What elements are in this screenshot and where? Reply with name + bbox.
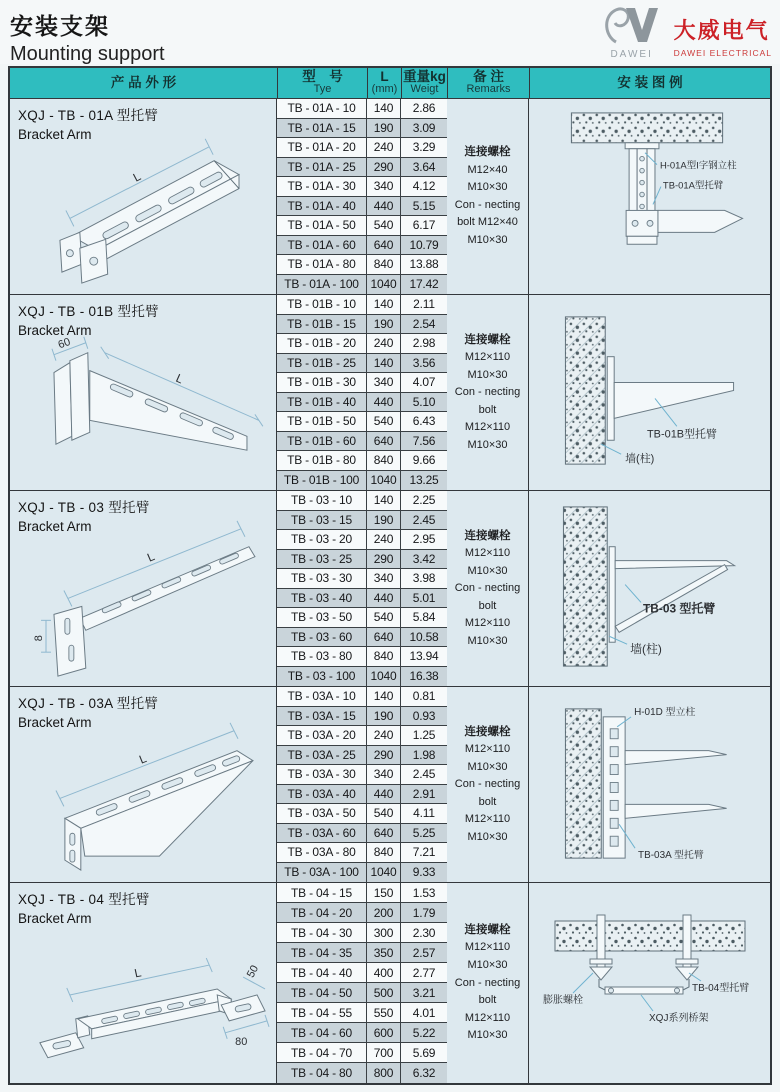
remarks-cell — [447, 883, 529, 1083]
table-header-row — [10, 68, 770, 99]
spec-grid — [277, 295, 447, 490]
spec-weight-cell: 7.56 — [401, 432, 447, 452]
spec-weight-cell: 2.25 — [401, 491, 447, 511]
spec-weight-cell: 5.22 — [401, 1023, 447, 1043]
spec-weight-cell: 2.57 — [401, 943, 447, 963]
spec-length-cell: 200 — [367, 903, 401, 923]
header-model-en: Tye — [313, 83, 332, 96]
spec-model-cell: TB - 03 - 15 — [277, 511, 367, 531]
installation-drawing — [529, 687, 770, 882]
spec-model-cell: TB - 04 - 30 — [277, 923, 367, 943]
spec-weight-cell: 6.43 — [401, 412, 447, 432]
product-cell — [10, 491, 277, 686]
spec-model-cell: TB - 04 - 55 — [277, 1003, 367, 1023]
remark-line: bolt — [478, 403, 497, 416]
spec-length-cell: 340 — [367, 765, 401, 785]
spec-weight-cell: 7.21 — [401, 843, 447, 863]
spec-weight-cell: 4.11 — [401, 804, 447, 824]
spec-model-cell: TB - 04 - 80 — [277, 1063, 367, 1083]
spec-length-cell: 440 — [367, 393, 401, 413]
spec-length-cell: 290 — [367, 746, 401, 766]
spec-weight-cell: 3.42 — [401, 550, 447, 570]
spec-length-cell: 140 — [367, 354, 401, 374]
spec-model-cell: TB - 03A - 100 — [277, 863, 367, 883]
brand-names — [674, 4, 772, 58]
logo-text: DAWEI — [610, 49, 653, 60]
spec-length-cell: 240 — [367, 726, 401, 746]
spec-weight-cell: 2.86 — [401, 99, 447, 119]
remark-line: M12×110 — [464, 350, 511, 363]
spec-weight-cell: 13.25 — [401, 471, 447, 491]
dim-80: 80 — [235, 1035, 248, 1048]
remark-line: M12×110 — [464, 742, 511, 755]
spec-length-cell: 840 — [367, 255, 401, 275]
spec-model-cell: TB - 04 - 20 — [277, 903, 367, 923]
spec-length-cell: 540 — [367, 216, 401, 236]
spec-model-cell: TB - 03A - 50 — [277, 804, 367, 824]
remark-line: bolt M12×40 — [457, 216, 518, 229]
spec-weight-cell: 3.21 — [401, 983, 447, 1003]
section-tb-01b — [10, 295, 770, 491]
remark-line: M10×30 — [467, 634, 508, 647]
spec-weight-cell: 17.42 — [401, 275, 447, 295]
spec-length-cell: 150 — [367, 883, 401, 903]
spec-weight-cell: 2.91 — [401, 785, 447, 805]
spec-weight-cell: 0.81 — [401, 687, 447, 707]
spec-weight-cell: 6.17 — [401, 216, 447, 236]
installation-drawing — [529, 99, 770, 294]
header-illustration — [529, 68, 770, 98]
remark-line: M10×30 — [467, 760, 508, 773]
product-title-cn: XQJ - TB - 01B 型托臂 — [18, 304, 159, 319]
header-product — [10, 68, 277, 98]
spec-model-cell: TB - 01A - 15 — [277, 119, 367, 139]
title-block — [10, 8, 165, 66]
spec-length-cell: 240 — [367, 138, 401, 158]
spec-grid — [277, 99, 447, 294]
remark-line: M10×30 — [467, 438, 508, 451]
spec-grid — [277, 491, 447, 686]
remarks-title: 连接螺栓 — [464, 333, 511, 346]
remark-line: Con - necting — [454, 976, 521, 989]
remark-line: M12×110 — [464, 617, 511, 630]
spec-model-cell: TB - 03A - 20 — [277, 726, 367, 746]
spec-model-cell: TB - 01A - 20 — [277, 138, 367, 158]
remarks-title: 连接螺栓 — [464, 146, 511, 159]
product-cell — [10, 883, 277, 1083]
header-remarks-en: Remarks — [466, 83, 511, 96]
spec-model-cell: TB - 04 - 35 — [277, 943, 367, 963]
spec-length-cell: 550 — [367, 1003, 401, 1023]
dim-50: 50 — [244, 963, 262, 980]
remark-line: M10×30 — [467, 368, 508, 381]
spec-model-cell: TB - 03A - 25 — [277, 746, 367, 766]
remarks-title: 连接螺栓 — [464, 924, 511, 937]
catalog-table — [8, 66, 772, 1085]
remark-line: M10×30 — [467, 1029, 508, 1042]
remark-line: M10×30 — [467, 234, 508, 247]
remarks-cell — [447, 99, 529, 294]
section-tb-04 — [10, 883, 770, 1083]
header-model — [277, 68, 367, 98]
product-cell — [10, 295, 277, 490]
dim-60: 60 — [56, 335, 73, 352]
spec-length-cell: 140 — [367, 491, 401, 511]
remark-line: bolt — [478, 994, 497, 1007]
install-label-column: H-01A型I字钢立柱 — [659, 160, 737, 172]
spec-model-cell: TB - 03 - 40 — [277, 589, 367, 609]
brand-block — [600, 4, 772, 60]
spec-length-cell: 800 — [367, 1063, 401, 1083]
spec-length-cell: 440 — [367, 197, 401, 217]
spec-length-cell: 400 — [367, 963, 401, 983]
spec-model-cell: TB - 03 - 60 — [277, 628, 367, 648]
install-label-arm: TB-01B型托臂 — [647, 428, 717, 441]
spec-weight-cell: 5.25 — [401, 824, 447, 844]
spec-length-cell: 840 — [367, 647, 401, 667]
spec-weight-cell: 13.94 — [401, 647, 447, 667]
spec-length-cell: 640 — [367, 236, 401, 256]
spec-length-cell: 840 — [367, 843, 401, 863]
header-illustration-label: 安 装 图 例 — [617, 74, 683, 90]
spec-model-cell: TB - 04 - 40 — [277, 963, 367, 983]
spec-length-cell: 1040 — [367, 667, 401, 687]
installation-drawing — [529, 883, 770, 1083]
spec-weight-cell: 6.32 — [401, 1063, 447, 1083]
spec-weight-cell: 2.11 — [401, 295, 447, 315]
brand-logo — [600, 4, 664, 60]
install-label-arm: TB-03 型托臂 — [643, 601, 716, 616]
header-remarks — [447, 68, 529, 98]
spec-length-cell: 140 — [367, 295, 401, 315]
spec-length-cell: 600 — [367, 1023, 401, 1043]
header-model-cn: 型 号 — [302, 69, 343, 85]
remark-line: M12×110 — [464, 941, 511, 954]
spec-model-cell: TB - 01A - 10 — [277, 99, 367, 119]
spec-length-cell: 440 — [367, 589, 401, 609]
page-title-en: Mounting support — [10, 43, 165, 65]
spec-weight-cell: 1.79 — [401, 903, 447, 923]
page-title-cn: 安装支架 — [10, 13, 110, 39]
product-title-cn: XQJ - TB - 03 型托臂 — [18, 500, 150, 515]
spec-weight-cell: 9.66 — [401, 451, 447, 471]
remark-line: M10×30 — [467, 564, 508, 577]
dim-8: 8 — [33, 635, 46, 642]
spec-weight-cell: 10.58 — [401, 628, 447, 648]
header-weight-cn: 重量kg — [403, 69, 446, 85]
install-label-wall: 墙(柱) — [630, 642, 662, 657]
spec-model-cell: TB - 04 - 15 — [277, 883, 367, 903]
remark-line: Con - necting — [454, 582, 521, 595]
spec-weight-cell: 2.95 — [401, 530, 447, 550]
spec-length-cell: 340 — [367, 177, 401, 197]
spec-weight-cell: 4.01 — [401, 1003, 447, 1023]
spec-model-cell: TB - 01B - 60 — [277, 432, 367, 452]
remark-line: bolt — [478, 795, 497, 808]
spec-length-cell: 300 — [367, 923, 401, 943]
spec-model-cell: TB - 01A - 100 — [277, 275, 367, 295]
section-tb-01a — [10, 99, 770, 295]
header-weight — [401, 68, 447, 98]
header-length-cn: L — [380, 69, 389, 85]
spec-weight-cell: 1.98 — [401, 746, 447, 766]
spec-model-cell: TB - 01B - 40 — [277, 393, 367, 413]
spec-model-cell: TB - 03 - 80 — [277, 647, 367, 667]
spec-weight-cell: 3.29 — [401, 138, 447, 158]
spec-weight-cell: 2.30 — [401, 923, 447, 943]
spec-weight-cell: 3.09 — [401, 119, 447, 139]
product-cell — [10, 687, 277, 882]
remark-line: Con - necting — [454, 778, 521, 791]
spec-model-cell: TB - 01B - 20 — [277, 334, 367, 354]
spec-length-cell: 1040 — [367, 863, 401, 883]
spec-weight-cell: 1.53 — [401, 883, 447, 903]
dim-L: L — [173, 370, 186, 387]
spec-length-cell: 540 — [367, 412, 401, 432]
spec-grid — [277, 687, 447, 882]
spec-weight-cell: 3.64 — [401, 158, 447, 178]
spec-length-cell: 140 — [367, 99, 401, 119]
remark-line: M12×40 — [467, 163, 508, 176]
product-title-en: Bracket Arm — [18, 911, 92, 926]
install-label-arm: TB-01A型托臂 — [662, 180, 724, 192]
product-title-cn: XQJ - TB - 03A 型托臂 — [18, 696, 159, 711]
spec-length-cell: 140 — [367, 687, 401, 707]
spec-weight-cell: 5.10 — [401, 393, 447, 413]
spec-weight-cell: 1.25 — [401, 726, 447, 746]
product-title-cn: XQJ - TB - 04 型托臂 — [18, 892, 150, 907]
spec-model-cell: TB - 01A - 30 — [277, 177, 367, 197]
spec-length-cell: 500 — [367, 983, 401, 1003]
section-tb-03 — [10, 491, 770, 687]
spec-length-cell: 440 — [367, 785, 401, 805]
product-cell — [10, 99, 277, 294]
install-label-arm: TB-04型托臂 — [692, 983, 750, 994]
spec-model-cell: TB - 01B - 50 — [277, 412, 367, 432]
spec-length-cell: 640 — [367, 628, 401, 648]
spec-model-cell: TB - 01A - 60 — [277, 236, 367, 256]
spec-model-cell: TB - 03A - 40 — [277, 785, 367, 805]
spec-model-cell: TB - 01B - 80 — [277, 451, 367, 471]
install-label-column: H-01D 型立柱 — [634, 706, 696, 718]
spec-weight-cell: 3.56 — [401, 354, 447, 374]
spec-model-cell: TB - 01B - 25 — [277, 354, 367, 374]
spec-length-cell: 340 — [367, 373, 401, 393]
spec-length-cell: 190 — [367, 315, 401, 335]
dim-L: L — [133, 965, 143, 981]
spec-weight-cell: 5.15 — [401, 197, 447, 217]
spec-length-cell: 190 — [367, 119, 401, 139]
spec-model-cell: TB - 03 - 30 — [277, 569, 367, 589]
spec-weight-cell: 2.77 — [401, 963, 447, 983]
spec-length-cell: 240 — [367, 530, 401, 550]
spec-weight-cell: 13.88 — [401, 255, 447, 275]
remark-line: Con - necting — [454, 198, 521, 211]
spec-weight-cell: 2.54 — [401, 315, 447, 335]
remarks-cell — [447, 491, 529, 686]
spec-model-cell: TB - 01A - 25 — [277, 158, 367, 178]
remark-line: M12×110 — [464, 546, 511, 559]
spec-model-cell: TB - 03 - 20 — [277, 530, 367, 550]
spec-model-cell: TB - 04 - 60 — [277, 1023, 367, 1043]
install-label-bolt: 膨胀螺栓 — [543, 995, 583, 1006]
remark-line: M12×110 — [464, 1011, 511, 1024]
brand-name-cn: 大威电气 — [673, 18, 770, 43]
spec-weight-cell: 10.79 — [401, 236, 447, 256]
spec-length-cell: 350 — [367, 943, 401, 963]
dawei-logo-icon — [600, 4, 664, 46]
spec-grid — [277, 883, 447, 1083]
spec-length-cell: 1040 — [367, 471, 401, 491]
spec-weight-cell: 4.12 — [401, 177, 447, 197]
remark-line: M10×30 — [467, 830, 508, 843]
remark-line: Con - necting — [454, 386, 521, 399]
spec-length-cell: 240 — [367, 334, 401, 354]
spec-model-cell: TB - 03A - 10 — [277, 687, 367, 707]
remark-line: bolt — [478, 599, 497, 612]
remarks-cell — [447, 687, 529, 882]
spec-weight-cell: 2.45 — [401, 511, 447, 531]
installation-drawing — [529, 491, 770, 686]
spec-weight-cell: 4.07 — [401, 373, 447, 393]
spec-length-cell: 540 — [367, 608, 401, 628]
header-product-label: 产 品 外 形 — [110, 74, 177, 90]
spec-length-cell: 540 — [367, 804, 401, 824]
header-length-en: (mm) — [371, 83, 398, 96]
remarks-cell — [447, 295, 529, 490]
install-label-tray: XQJ系列桥架 — [649, 1013, 709, 1024]
install-label-wall: 墙(柱) — [625, 453, 655, 466]
spec-length-cell: 640 — [367, 432, 401, 452]
spec-length-cell: 840 — [367, 451, 401, 471]
product-title-cn: XQJ - TB - 01A 型托臂 — [18, 108, 159, 123]
spec-model-cell: TB - 03 - 50 — [277, 608, 367, 628]
spec-model-cell: TB - 01A - 50 — [277, 216, 367, 236]
installation-drawing — [529, 295, 770, 490]
spec-weight-cell: 16.38 — [401, 667, 447, 687]
dim-L: L — [137, 751, 149, 767]
remarks-title: 连接螺栓 — [464, 529, 511, 542]
product-title-en: Bracket Arm — [18, 519, 92, 534]
spec-weight-cell: 5.84 — [401, 608, 447, 628]
spec-weight-cell: 2.45 — [401, 765, 447, 785]
spec-length-cell: 190 — [367, 707, 401, 727]
dim-L: L — [130, 169, 144, 185]
spec-model-cell: TB - 01A - 80 — [277, 255, 367, 275]
section-tb-03a — [10, 687, 770, 883]
dim-L: L — [145, 549, 157, 565]
spec-length-cell: 290 — [367, 550, 401, 570]
product-title-en: Bracket Arm — [18, 127, 92, 142]
spec-length-cell: 700 — [367, 1043, 401, 1063]
spec-model-cell: TB - 03 - 10 — [277, 491, 367, 511]
spec-model-cell: TB - 01B - 10 — [277, 295, 367, 315]
spec-weight-cell: 5.01 — [401, 589, 447, 609]
header-remarks-cn: 备 注 — [473, 69, 504, 85]
spec-model-cell: TB - 03A - 60 — [277, 824, 367, 844]
page-header — [0, 0, 780, 64]
spec-length-cell: 190 — [367, 511, 401, 531]
header-length — [367, 68, 401, 98]
spec-weight-cell: 0.93 — [401, 707, 447, 727]
spec-model-cell: TB - 03A - 80 — [277, 843, 367, 863]
spec-length-cell: 1040 — [367, 275, 401, 295]
remark-line: M12×110 — [464, 813, 511, 826]
spec-model-cell: TB - 03A - 15 — [277, 707, 367, 727]
spec-model-cell: TB - 01B - 15 — [277, 315, 367, 335]
spec-length-cell: 290 — [367, 158, 401, 178]
spec-weight-cell: 5.69 — [401, 1043, 447, 1063]
spec-model-cell: TB - 03 - 100 — [277, 667, 367, 687]
spec-length-cell: 640 — [367, 824, 401, 844]
spec-model-cell: TB - 01A - 40 — [277, 197, 367, 217]
spec-model-cell: TB - 04 - 50 — [277, 983, 367, 1003]
remarks-title: 连接螺栓 — [464, 725, 511, 738]
spec-model-cell: TB - 03A - 30 — [277, 765, 367, 785]
spec-model-cell: TB - 01B - 30 — [277, 373, 367, 393]
remark-line: M10×30 — [467, 181, 508, 194]
spec-model-cell: TB - 01B - 100 — [277, 471, 367, 491]
spec-weight-cell: 2.98 — [401, 334, 447, 354]
spec-model-cell: TB - 03 - 25 — [277, 550, 367, 570]
spec-weight-cell: 3.98 — [401, 569, 447, 589]
spec-weight-cell: 9.33 — [401, 863, 447, 883]
spec-length-cell: 340 — [367, 569, 401, 589]
remark-line: M12×110 — [464, 421, 511, 434]
header-weight-en: Weigt — [410, 83, 439, 96]
install-label-arm: TB-03A 型托臂 — [638, 850, 704, 862]
remark-line: M10×30 — [467, 959, 508, 971]
product-title-en: Bracket Arm — [18, 323, 92, 338]
spec-model-cell: TB - 04 - 70 — [277, 1043, 367, 1063]
product-title-en: Bracket Arm — [18, 715, 92, 730]
brand-name-en: DAWEI ELECTRICAL — [673, 48, 772, 58]
